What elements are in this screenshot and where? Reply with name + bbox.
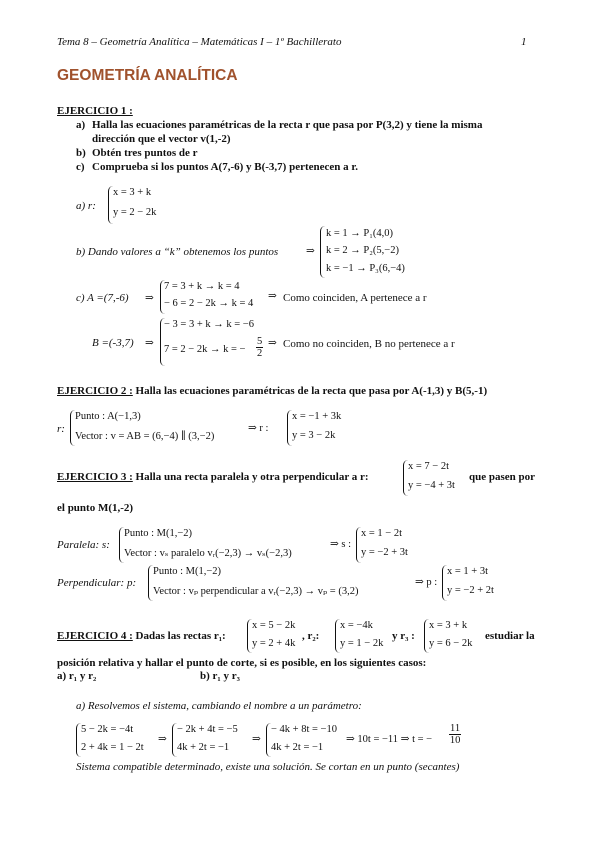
ej4-r1-y: y = 2 + 4k	[252, 638, 296, 649]
ej4-r2-y: y = 1 − 2k	[340, 638, 384, 649]
ej4-fraction	[449, 723, 461, 746]
ej4-lead: Dadas las rectas r₁:	[135, 630, 226, 642]
ej4-sys3-a: − 4k + 8t = −10	[271, 724, 337, 735]
ej4-r3-x: x = 3 + k	[429, 620, 468, 631]
ej2-implies-r: ⇒ r :	[248, 423, 269, 434]
ej4-r2-label: , r₂:	[302, 630, 320, 642]
ej3-statement: Halla una recta paralela y otra perpendicular a r:	[135, 471, 369, 483]
ej2-result-y: y = 3 − 2k	[292, 430, 336, 441]
ej4-r3-label: y r₃ :	[392, 630, 415, 642]
ej1-a-text: Halla las ecuaciones paramétricas de la recta r que pasa por P(3,2) y tiene la misma	[92, 119, 483, 131]
fraction-denominator: 2	[257, 348, 263, 359]
ej4-sys1-b: 2 + 4k = 1 − 2t	[81, 742, 144, 753]
ej4-sys2-b: 4k + 2t = −1	[177, 742, 230, 753]
ej3-r-y: y = −4 + 3t	[408, 480, 455, 491]
ej3-perp-label: Perpendicular: p:	[57, 577, 137, 589]
ej1-check-a1: 7 = 3 + k → k = 4	[164, 281, 240, 292]
fraction-denominator: 10	[449, 735, 461, 746]
ej4-heading: EJERCICIO 4 :	[57, 630, 133, 642]
brace	[320, 226, 325, 278]
ej2-statement: Halla las ecuaciones paramétricas de la recta que pasa por A(-1,3) y B(5,-1)	[135, 385, 488, 397]
ej4-r3-y: y = 6 − 2k	[429, 638, 473, 649]
page-title: GEOMETRÍA ANALÍTICA	[57, 67, 238, 84]
fraction-numerator: 11	[450, 723, 461, 734]
ej1-result-a: Como coinciden, A pertenece a r	[283, 292, 427, 304]
ej1-eq-x: x = 3 + k	[113, 187, 152, 198]
ej3-par-x: x = 1 − 2t	[361, 528, 403, 539]
ej1-check-b1: − 3 = 3 + k → k = −6	[164, 319, 254, 330]
implies-symbol: ⇒	[268, 291, 277, 302]
ej3-par-point: Punto : M(1,−2)	[124, 528, 193, 539]
ej1-c-label: c)	[76, 161, 85, 173]
ej1-eq-y: y = 2 − 2k	[113, 207, 157, 218]
ej1-point-2: k = 2 → P₂(5,−2)	[326, 245, 399, 256]
ej1-check-b2: 7 = 2 − 2k → k = −	[164, 344, 246, 355]
ej4-case-a: a) r₁ y r₂	[57, 670, 97, 682]
ej1-result-b: Como no coinciden, B no pertenece a r	[283, 338, 455, 350]
ej4-sys2-a: − 2k + 4t = −5	[177, 724, 238, 735]
ej1-check-a2: − 6 = 2 − 2k → k = 4	[164, 298, 254, 309]
ej4-case-b: b) r₁ y r₃	[200, 670, 240, 682]
ej2-heading: EJERCICIO 2 :	[57, 385, 133, 397]
ej1-b-text: Obtén tres puntos de r	[92, 147, 198, 159]
implies-symbol: ⇒	[252, 734, 261, 745]
ej2-point: Punto : A(−1,3)	[75, 411, 141, 422]
implies-symbol: ⇒	[306, 246, 315, 257]
ej3-par-y: y = −2 + 3t	[361, 547, 408, 558]
ej1-sol-b-text: b) Dando valores a “k” obtenemos los puntos	[76, 246, 279, 258]
ej4-sol-a: a) Resolvemos el sistema, cambiando el nombre a un parámetro:	[76, 700, 362, 712]
ej1-b-label: b)	[76, 147, 86, 159]
ej3-par-vector: Vector : vₛ paralelo vᵣ(−2,3) → vₛ(−2,3)	[124, 548, 292, 559]
ej1-sol-c-label: c) A =(7,-6)	[76, 292, 129, 304]
ej1-a-label: a)	[76, 119, 86, 131]
ej4-line2: posición relativa y hallar el punto de corte, si es posible, en los siguientes casos:	[57, 657, 427, 669]
page-header: Tema 8 – Geometría Analítica – Matemáticas I – 1º Bachillerato	[57, 36, 342, 48]
implies-symbol: ⇒	[145, 338, 154, 349]
ej2-heading-line	[57, 385, 487, 397]
ej3-par-implies: ⇒ s :	[330, 539, 352, 550]
ej3-heading-line	[57, 471, 369, 483]
page-number: 1	[521, 36, 527, 48]
ej1-c-text: Comprueba si los puntos A(7,-6) y B(-3,7) pertenecen a r.	[92, 161, 359, 173]
ej3-perp-implies: ⇒ p :	[415, 577, 438, 588]
ej4-r2-x: x = −4k	[340, 620, 373, 631]
ej3-perp-point: Punto : M(1,−2)	[153, 566, 222, 577]
implies-symbol: ⇒	[268, 338, 277, 349]
ej4-sys1-a: 5 − 2k = −4t	[81, 724, 134, 735]
ej1-sol-c-b-label: B =(-3,7)	[92, 337, 134, 349]
implies-symbol: ⇒	[158, 734, 167, 745]
ej4-conclusion: Sistema compatible determinado, existe una solución. Se cortan en un punto (secantes)	[76, 761, 460, 773]
ej2-vector: Vector : v = AB = (6,−4) ∥ (3,−2)	[75, 431, 215, 442]
ej2-label: r:	[57, 423, 65, 435]
ej4-heading-line	[57, 630, 226, 642]
ej3-after: que pasen por	[469, 471, 536, 483]
ej3-perp-y: y = −2 + 2t	[447, 585, 494, 596]
ej1-point-3: k = −1 → P₃(6,−4)	[326, 263, 405, 274]
ej3-par-label: Paralela: s:	[57, 539, 110, 551]
ej1-a-text2: dirección que el vector v(1,-2)	[92, 133, 231, 145]
ej4-r1-x: x = 5 − 2k	[252, 620, 296, 631]
ej3-heading: EJERCICIO 3 :	[57, 471, 133, 483]
ej4-tail: estudiar la	[485, 630, 535, 642]
fraction-numerator: 5	[257, 336, 263, 347]
ej3-perp-vector: Vector : vₚ perpendicular a vᵣ(−2,3) → vₚ = (3,2)	[153, 586, 359, 597]
ej4-sys3-b: 4k + 2t = −1	[271, 742, 324, 753]
ej1-heading: EJERCICIO 1 :	[57, 105, 133, 117]
ej1-sol-a-label: a) r:	[76, 200, 96, 212]
ej3-r-x: x = 7 − 2t	[408, 461, 450, 472]
implies-symbol: ⇒	[145, 293, 154, 304]
ej1-fraction	[256, 336, 263, 359]
ej3-line2: el punto M(1,-2)	[57, 502, 134, 514]
ej3-perp-x: x = 1 + 3t	[447, 566, 489, 577]
ej2-result-x: x = −1 + 3k	[292, 411, 342, 422]
ej1-point-1: k = 1 → P₁(4,0)	[326, 228, 394, 239]
ej4-final: ⇒ 10t = −11 ⇒ t = −	[346, 734, 433, 745]
